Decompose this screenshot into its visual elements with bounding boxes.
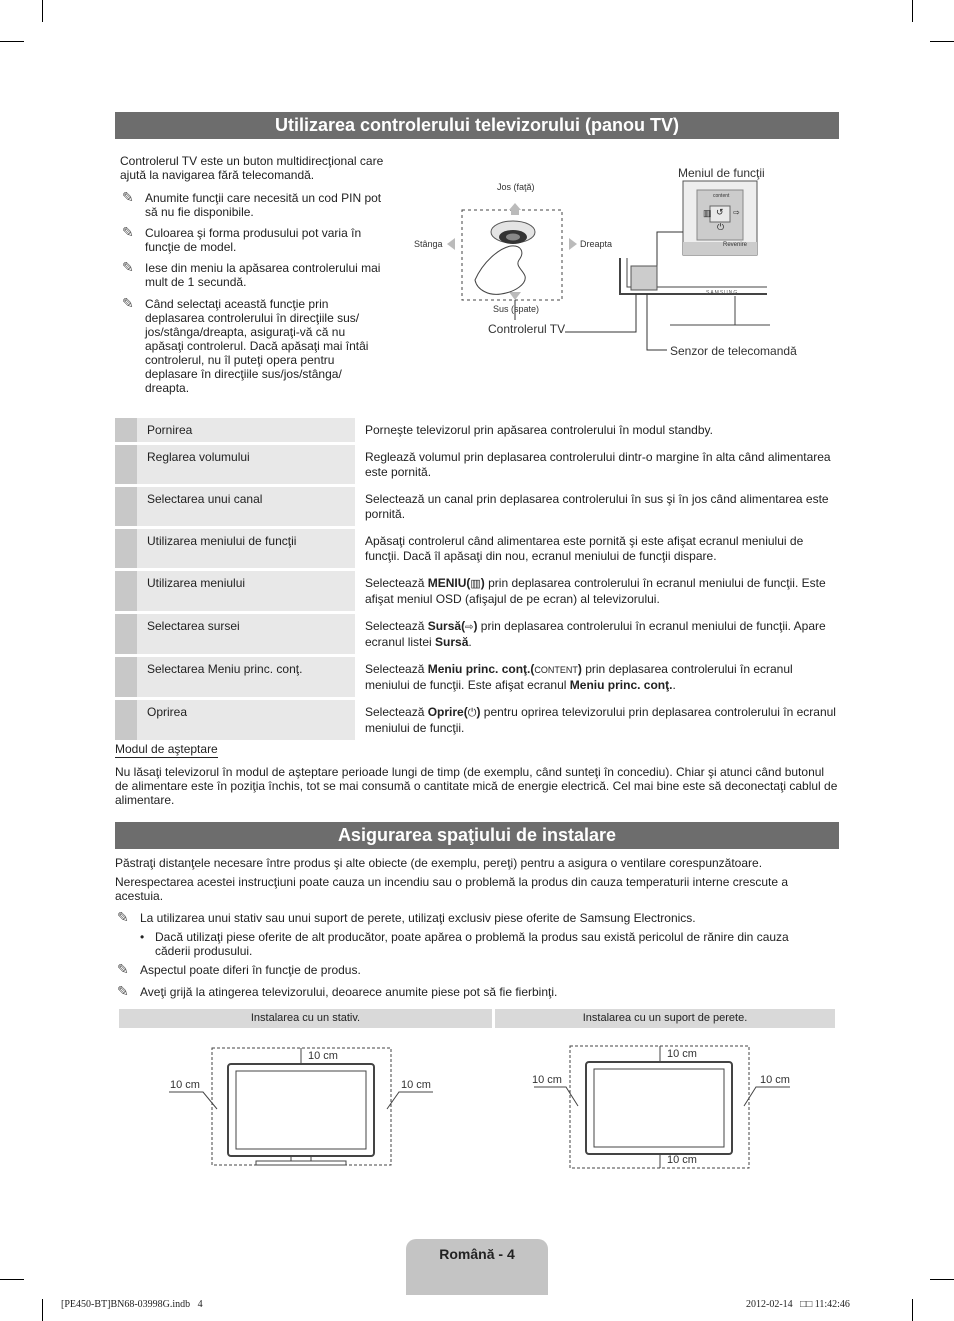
table-row: Selectarea unui canal Selectează un canal prin deplasarea controlerului în sus şi în jos când alimentarea este pornită. <box>115 487 839 526</box>
standby-text: Nu lăsaţi televizorul în modul de aşteptare perioade lungi de timp (de exemplu, când sunteţi în concediu). Chiar şi atunci când butonul de alimentare este în poziţia închis, tot se mai consumă o cantitate mică de energie electrică. Cel mai bine este să deconectaţi cablul de alimentare. <box>115 765 838 807</box>
table-row: Reglarea volumului Reglează volumul prin deplasarea controlerului dintr-o margine în alta când alimentarea este pornită. <box>115 445 839 484</box>
note-item: ✎ Culoarea şi forma produsului pot varia în funcţie de model. <box>122 224 362 254</box>
return-icon: ↺ <box>716 207 724 217</box>
arrow-down-icon <box>509 292 521 300</box>
dim-top: 10 cm <box>308 1050 338 1062</box>
menu-content-label: content <box>713 193 730 199</box>
menu-return-label: Revenire <box>723 242 748 248</box>
dim-left: 10 cm <box>170 1079 200 1091</box>
brand-logo: SAMSUNG <box>706 290 739 296</box>
note-item: ✎ Când selectaţi această funcţie prin deplasarea controlerului în direcţiile sus/ jos/stânga/dreapta, asiguraţi-vă că nu apăsaţi controlerul. Dacă apăsaţi mai întâi controlerul, nu îl puteţi opera pentru deplasare în direcţiile sus/jos/stânga/ dreapta. <box>122 295 369 395</box>
label-controller: Controlerul TV <box>488 322 566 336</box>
stand-install-heading: Instalarea cu un stativ. <box>119 1009 492 1028</box>
table-row: Pornirea Porneşte televizorul prin apăsarea controlerului în modul standby. <box>115 418 839 442</box>
label-right: Dreapta <box>580 239 613 249</box>
controller-diagram <box>405 170 845 370</box>
note-item: ✎ Aveţi grijă la atingerea televizorului, deoarece anumite piese pot să fie fierbinţi. <box>117 983 558 999</box>
pencil-icon: ✎ <box>122 259 134 275</box>
intro-text: Controlerul TV este un buton multidirecţional care ajută la navigarea fără telecomandă. <box>120 154 384 182</box>
install-paragraph-2: Nerespectarea acestei instrucţiuni poate cauza un incendiu sau o problemă la produs din cauza temperaturii interne crescute a acestuia. <box>115 875 789 903</box>
pencil-icon: ✎ <box>122 189 134 205</box>
footer-date: 2012-02-14 □□ 11:42:46 <box>746 1299 850 1310</box>
install-paragraph-1: Păstraţi distanţele necesare între produs şi alte obiecte (de exemplu, pereţi) pentru a asigura o ventilare corespunzătoare. <box>115 856 763 870</box>
finger-icon <box>475 246 525 294</box>
section-title-installation: Asigurarea spaţiului de instalare <box>115 822 839 849</box>
pencil-icon: ✎ <box>117 983 129 999</box>
section-title-controller: Utilizarea controlerului televizorului (panou TV) <box>115 112 839 139</box>
bullet-item: • Dacă utilizaţi piese oferite de alt producător, poate apărea o problemă la produs sau există pericolul de rănire din cauza căderii produsului. <box>140 930 789 958</box>
arrow-up-icon <box>509 203 521 210</box>
dim-right: 10 cm <box>760 1074 790 1086</box>
label-left: Stânga <box>414 239 443 249</box>
note-item: ✎ La utilizarea unui stativ sau unui suport de perete, utilizaţi exclusiv piese oferite de Samsung Electronics. <box>117 909 696 925</box>
note-item: ✎ Aspectul poate diferi în funcţie de produs. <box>117 961 361 977</box>
pencil-icon: ✎ <box>117 961 129 977</box>
page-label: Română - 4 <box>439 1246 515 1262</box>
pencil-icon: ✎ <box>122 295 134 311</box>
footer-file: [PE450-BT]BN68-03998G.indb 4 <box>61 1299 203 1310</box>
note-item: ✎ Iese din meniu la apăsarea controlerului mai mult de 1 secundă. <box>122 259 381 289</box>
bullet-icon: • <box>140 930 145 944</box>
pencil-icon: ✎ <box>117 909 129 925</box>
dim-right: 10 cm <box>401 1079 431 1091</box>
table-row: Oprirea Selectează Oprire(⏻) pentru oprirea televizorului prin deplasarea controlerului în ecranul meniului de funcţii. <box>115 700 839 740</box>
table-row: Selectarea Meniu princ. conţ. Selectează Meniu princ. conţ.(CONTENT) prin deplasarea controlerului în ecranul meniului de funcţii. Este afişat ecranul Meniu princ. conţ.. <box>115 657 839 697</box>
arrow-left-icon <box>447 238 455 250</box>
note-item: ✎ Anumite funcţii care necesită un cod PIN pot să nu fie disponibile. <box>122 189 382 219</box>
power-icon: ⏻ <box>717 222 725 232</box>
stand-diagram <box>165 1040 445 1175</box>
label-front: Jos (faţă) <box>497 182 535 192</box>
menu-icon: ▥ <box>703 208 712 218</box>
pencil-icon: ✎ <box>122 224 134 240</box>
dim-bottom: 10 cm <box>667 1154 697 1166</box>
standby-heading: Modul de aşteptare <box>115 742 218 756</box>
table-row: Utilizarea meniului de funcţii Apăsaţi controlerul când alimentarea este pornită şi este afişat ecranul meniului de funcţii. Dacă îl apăsaţi din nou, ecranul meniului de funcţii dispare. <box>115 529 839 568</box>
content-icon: CONTENT <box>534 665 578 675</box>
label-back: Sus (spate) <box>493 304 540 314</box>
controller-functions-table <box>115 415 839 743</box>
label-sensor: Senzor de telecomandă <box>670 344 797 358</box>
dim-top: 10 cm <box>667 1048 697 1060</box>
power-icon: ⏻ <box>467 707 477 719</box>
arrow-right-icon <box>569 238 577 250</box>
source-icon: ⇨ <box>733 208 740 217</box>
menu-icon: ▥ <box>470 578 481 590</box>
label-function-menu: Meniul de funcţii <box>678 166 765 180</box>
wall-diagram <box>530 1040 800 1175</box>
table-row: Utilizarea meniului Selectează MENIU(▥) prin deplasarea controlerului în ecranul meniului de funcţii. Este afişat meniul OSD (afişajul de pe ecran) al televizorului. <box>115 571 839 611</box>
dim-left: 10 cm <box>532 1074 562 1086</box>
source-icon: ⇨ <box>465 622 474 633</box>
wall-install-heading: Instalarea cu un suport de perete. <box>495 1009 835 1028</box>
table-row: Selectarea sursei Selectează Sursă(⇨) prin deplasarea controlerului în ecranul meniului de funcţii. Apare ecranul listei Sursă. <box>115 614 839 654</box>
